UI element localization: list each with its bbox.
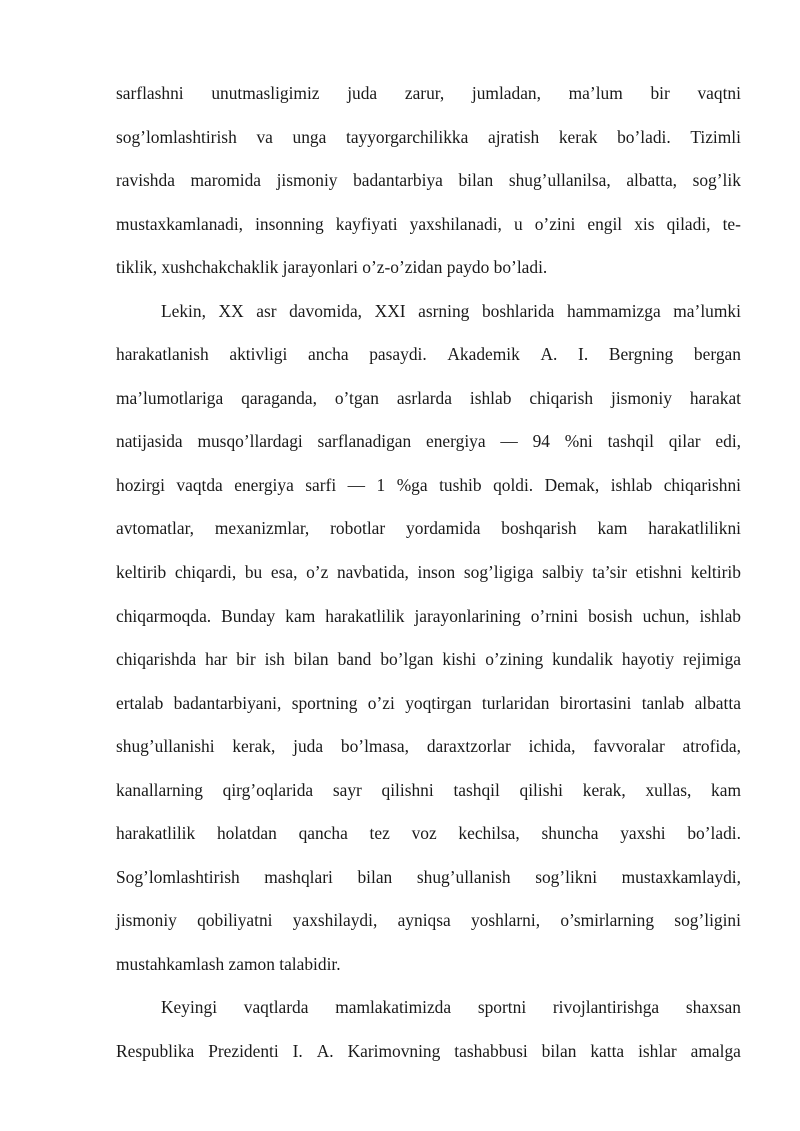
word: natijasida	[116, 431, 183, 452]
word: ma’lumotlariga	[116, 387, 224, 408]
word: yaxshilaydi,	[292, 910, 378, 931]
text-line	[116, 595, 741, 639]
word: sportning	[291, 692, 358, 713]
word: ishlab	[610, 474, 653, 495]
text-line	[116, 769, 741, 813]
word: etishni	[635, 562, 683, 583]
word: davomida,	[289, 300, 363, 321]
word: birortasini	[559, 692, 632, 713]
word: chiqarishda	[116, 649, 197, 670]
word: shug’ullanishi	[116, 736, 215, 757]
text-line	[116, 72, 741, 116]
word: vaqtlarda	[243, 997, 309, 1018]
word: qilar	[668, 431, 701, 452]
word: energiya	[426, 431, 486, 452]
word: badantarbiyani,	[173, 692, 282, 713]
word: navbatida,	[336, 562, 409, 583]
word: yoqtirgan	[405, 692, 472, 713]
word: ajratish	[487, 126, 540, 147]
word: I.	[292, 1041, 303, 1062]
word: kerak,	[232, 736, 276, 757]
word: unutmasligimiz	[211, 83, 320, 103]
word: bosish	[588, 605, 633, 626]
word: asrning	[418, 300, 470, 321]
word: sarfi	[305, 474, 337, 495]
text-lines	[116, 72, 741, 1074]
word: hammamizga	[567, 300, 661, 321]
word: shug’ullanilsa,	[508, 170, 611, 191]
word: XXI	[374, 300, 406, 321]
text-line	[116, 159, 741, 203]
word: qoldi.	[493, 474, 534, 495]
word: kam	[597, 518, 628, 539]
word: salbiy	[542, 562, 584, 583]
word: qaraganda,	[241, 387, 317, 408]
word: u	[513, 213, 523, 234]
word: kayfiyati	[335, 213, 398, 234]
word: kam	[285, 605, 316, 626]
word: qilishi	[519, 779, 564, 800]
word: ichida,	[528, 736, 576, 757]
word: ishlar	[638, 1041, 677, 1062]
word: tanlab	[641, 692, 685, 713]
word: o’tgan	[334, 387, 379, 408]
word: ish	[264, 649, 285, 670]
text-line	[116, 333, 741, 377]
word: Prezidenti	[208, 1041, 279, 1062]
word: yaxshilanadi,	[409, 213, 502, 234]
text-line	[116, 464, 741, 508]
word: kerak,	[582, 779, 626, 800]
word: tez	[369, 823, 390, 844]
word: Demak,	[544, 474, 600, 495]
word: hayotiy	[621, 649, 675, 670]
word: asrlarda	[396, 387, 452, 408]
word: A.	[316, 1041, 334, 1062]
word: hozirgi	[116, 474, 165, 495]
word: sayr	[332, 779, 362, 800]
text-line	[116, 856, 741, 900]
word: sog’lik	[692, 170, 741, 191]
word: Akademik	[447, 344, 520, 365]
text-line	[116, 551, 741, 595]
word: pasaydi.	[369, 344, 427, 365]
word: bir	[650, 83, 670, 103]
word: kishi	[442, 649, 477, 670]
word: insonning	[255, 213, 324, 234]
word: bu	[244, 562, 263, 583]
word: —	[500, 431, 518, 452]
word: %ga	[396, 474, 428, 495]
word: o’zini	[534, 213, 576, 234]
word: Sog’lomlashtirish	[116, 866, 240, 887]
word: ta’sir	[592, 562, 628, 583]
word: chiqarish	[529, 387, 594, 408]
word: 1	[376, 474, 386, 495]
word: atrofida,	[682, 736, 741, 757]
text-line	[116, 420, 741, 464]
word: kanallarning	[116, 779, 203, 800]
word: Bergning	[608, 344, 674, 365]
word: jumladan,	[471, 83, 541, 103]
word: ancha	[308, 344, 349, 365]
word: shug’ullanish	[416, 866, 511, 887]
word: tayyorgarchilikka	[345, 126, 469, 147]
text-line	[116, 899, 741, 943]
word: musqo’llardagi	[197, 431, 303, 452]
word: boshlarida	[481, 300, 555, 321]
word: o’zining	[485, 649, 544, 670]
word: harakatlilik	[325, 605, 405, 626]
word: voz	[411, 823, 437, 844]
word: avtomatlar,	[116, 518, 195, 539]
word: rejimiga	[683, 649, 741, 670]
word: vaqtni	[697, 83, 741, 103]
text-line	[116, 290, 741, 334]
word: chiqardi,	[174, 562, 237, 583]
text-line	[116, 682, 741, 726]
word: sarflanadigan	[317, 431, 412, 452]
word: holatdan	[216, 823, 277, 844]
word: juda	[293, 736, 324, 757]
word: va	[256, 126, 273, 147]
text-line	[116, 638, 741, 682]
word: shuncha	[541, 823, 599, 844]
text-line: tiklik, xushchakchaklik jarayonlari o’z-o’zidan paydo bo’ladi.	[116, 257, 548, 278]
word: ishlab	[699, 605, 741, 626]
word: Keyingi	[161, 997, 218, 1018]
word: Bunday	[221, 605, 276, 626]
word: harakatlilik	[116, 823, 196, 844]
word: ma’lumki	[673, 300, 741, 321]
word: chiqarishni	[663, 474, 741, 495]
text-line	[116, 986, 741, 1030]
word: ma’lum	[568, 83, 623, 103]
word: o’z	[306, 562, 329, 583]
text-line	[116, 116, 741, 160]
word: qancha	[298, 823, 348, 844]
word: energiya	[234, 474, 294, 495]
word: band	[337, 649, 372, 670]
word: katta	[590, 1041, 625, 1062]
word: amalga	[690, 1041, 741, 1062]
word: I.	[578, 344, 589, 365]
word: ayniqsa	[397, 910, 451, 931]
text-line	[116, 203, 741, 247]
word: sog’ligini	[674, 910, 741, 931]
word: Tizimli	[690, 126, 741, 147]
word: vaqtda	[176, 474, 223, 495]
word: rivojlantirishga	[552, 997, 660, 1018]
word: inson	[417, 562, 456, 583]
word: maromida	[190, 170, 262, 191]
word: bo’ladi.	[687, 823, 741, 844]
word: sog’likni	[535, 866, 598, 887]
word: qilishni	[381, 779, 434, 800]
word: juda	[347, 83, 378, 103]
word: yordamida	[406, 518, 481, 539]
body-text	[116, 72, 741, 1074]
word: harakatlanish	[116, 344, 209, 365]
word: shaxsan	[685, 997, 741, 1018]
word: bo’lgan	[380, 649, 434, 670]
text-line	[116, 507, 741, 551]
word: engil	[587, 213, 623, 234]
word: mustaxkamlaydi,	[621, 866, 741, 887]
text-line: mustahkamlash zamon talabidir.	[116, 953, 341, 974]
text-line	[116, 1030, 741, 1074]
word: kundalik	[552, 649, 613, 670]
word: edi,	[715, 431, 741, 452]
word: boshqarish	[501, 518, 577, 539]
word: tashqil	[607, 431, 654, 452]
word: Respublika	[116, 1041, 195, 1062]
word: bo’lmasa,	[340, 736, 409, 757]
text-line	[116, 725, 741, 769]
word: sog’ligiga	[463, 562, 534, 583]
word: badantarbiya	[353, 170, 443, 191]
word: uchun,	[642, 605, 690, 626]
word: tashabbusi	[454, 1041, 528, 1062]
word: sog’lomlashtirish	[116, 126, 237, 147]
word: sarflashni	[116, 83, 184, 103]
word: zarur,	[404, 83, 445, 103]
word: kechilsa,	[458, 823, 520, 844]
word: asr	[256, 300, 277, 321]
word: o’zi	[367, 692, 395, 713]
word: mashqlari	[264, 866, 333, 887]
text-line	[116, 812, 741, 856]
word: —	[347, 474, 366, 495]
word: har	[205, 649, 228, 670]
word: ertalab	[116, 692, 164, 713]
word: ishlab	[469, 387, 512, 408]
word: albatta,	[626, 170, 678, 191]
word: yoshlarni,	[470, 910, 541, 931]
word: turlaridan	[481, 692, 550, 713]
word: o’rnini	[530, 605, 579, 626]
word: ravishda	[116, 170, 175, 191]
word: 94	[532, 431, 550, 452]
word: bilan	[458, 170, 494, 191]
word: mustaxkamlanadi,	[116, 213, 244, 234]
word: tashqil	[453, 779, 500, 800]
word: xullas,	[645, 779, 692, 800]
word: unga	[292, 126, 327, 147]
word: aktivligi	[229, 344, 288, 365]
word: kam	[711, 779, 741, 800]
word: Lekin,	[161, 300, 206, 321]
word: jismoniy	[276, 170, 338, 191]
word: te-	[722, 213, 741, 234]
word: qobiliyatni	[197, 910, 273, 931]
word: chiqarmoqda.	[116, 605, 212, 626]
word: keltirib	[116, 562, 167, 583]
word: qiladi,	[666, 213, 711, 234]
word: mexanizmlar,	[214, 518, 310, 539]
word: xis	[634, 213, 655, 234]
word: bergan	[693, 344, 741, 365]
word: daraxtzorlar	[426, 736, 511, 757]
word: bilan	[357, 866, 393, 887]
word: yaxshi	[620, 823, 666, 844]
word: %ni	[564, 431, 593, 452]
word: robotlar	[330, 518, 386, 539]
word: bilan	[541, 1041, 577, 1062]
word: esa,	[270, 562, 298, 583]
word: favvoralar	[593, 736, 665, 757]
word: jarayonlarining	[414, 605, 521, 626]
word: Karimovning	[347, 1041, 441, 1062]
word: albatta	[694, 692, 741, 713]
word: qirg’oqlarida	[222, 779, 314, 800]
text-line	[116, 377, 741, 421]
word: jismoniy	[116, 910, 177, 931]
word: bir	[236, 649, 256, 670]
word: jismoniy	[611, 387, 672, 408]
word: XX	[218, 300, 244, 321]
word: keltirib	[690, 562, 741, 583]
word: bo’ladi.	[617, 126, 671, 147]
word: harakatlilikni	[648, 518, 741, 539]
word: A.	[540, 344, 558, 365]
word: kerak	[558, 126, 598, 147]
word: mamlakatimizda	[335, 997, 452, 1018]
word: tushib	[439, 474, 482, 495]
word: bilan	[293, 649, 329, 670]
word: harakat	[689, 387, 741, 408]
word: o’smirlarning	[560, 910, 655, 931]
word: sportni	[477, 997, 527, 1018]
